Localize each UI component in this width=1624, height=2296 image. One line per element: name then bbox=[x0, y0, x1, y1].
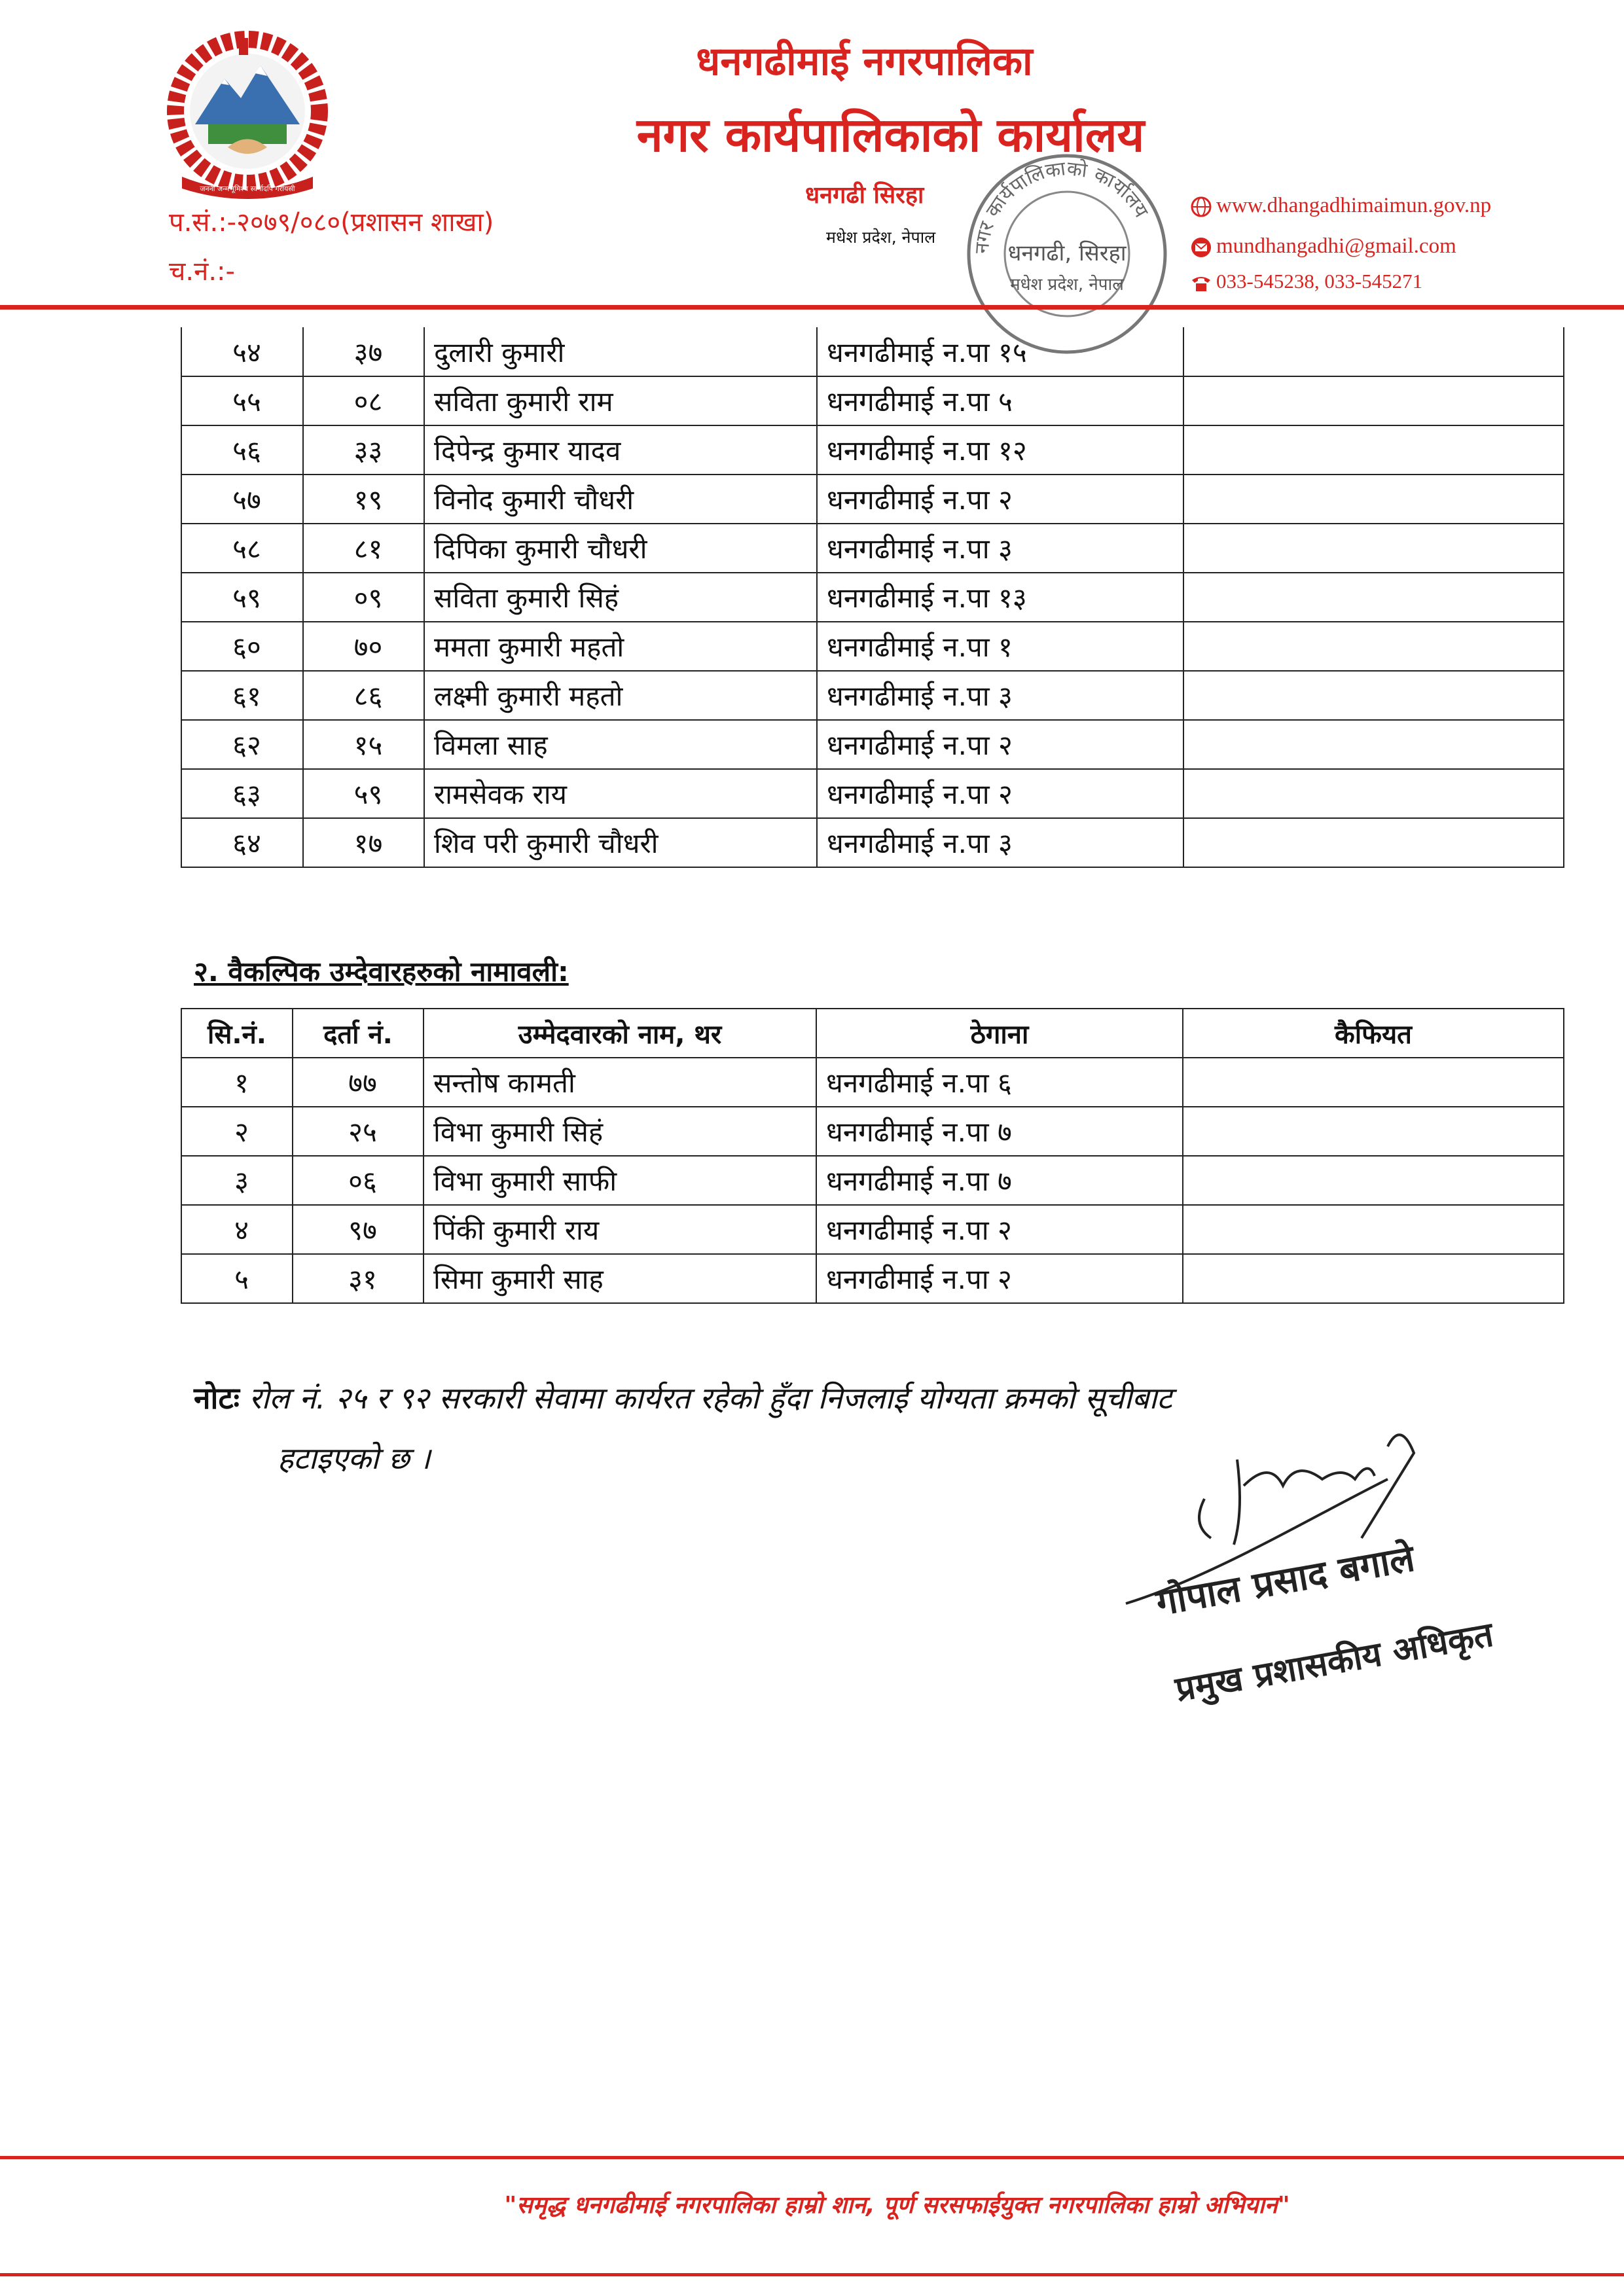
cell-reg: १७ bbox=[303, 818, 424, 867]
mail-icon bbox=[1190, 234, 1216, 258]
province-name: मधेश प्रदेश, नेपाल bbox=[826, 228, 936, 247]
cell-remarks bbox=[1183, 720, 1564, 769]
table-row bbox=[181, 720, 1564, 769]
footer-divider-top bbox=[0, 2156, 1624, 2159]
cell-address: धनगढीमाई न.पा ३ bbox=[817, 818, 1183, 867]
cell-sn: ५८ bbox=[181, 524, 303, 573]
cell-sn: ५९ bbox=[181, 573, 303, 622]
cell-address: धनगढीमाई न.पा ३ bbox=[817, 524, 1183, 573]
alternate-list-body bbox=[181, 1058, 1564, 1303]
cell-reg: २५ bbox=[293, 1107, 424, 1156]
cell-name: विनोद कुमारी चौधरी bbox=[424, 475, 817, 524]
cell-remarks bbox=[1183, 524, 1564, 573]
table-row bbox=[181, 769, 1564, 818]
cell-reg: ०९ bbox=[303, 573, 424, 622]
table-row bbox=[181, 1107, 1564, 1156]
cell-address: धनगढीमाई न.पा ७ bbox=[816, 1156, 1183, 1205]
reference-number: प.सं.:-२०७९/०८०(प्रशासन शाखा) bbox=[169, 207, 494, 238]
note-label: नोटः bbox=[194, 1380, 240, 1416]
cell-sn: ५ bbox=[181, 1254, 293, 1303]
cell-sn: ६१ bbox=[181, 671, 303, 720]
cell-name: सिमा कुमारी साह bbox=[424, 1254, 816, 1303]
table-row bbox=[181, 1205, 1564, 1254]
cell-remarks bbox=[1183, 573, 1564, 622]
cell-name: दिपिका कुमारी चौधरी bbox=[424, 524, 817, 573]
col-header-address: ठेगाना bbox=[816, 1009, 1183, 1058]
cell-reg: ७७ bbox=[293, 1058, 424, 1107]
cell-address: धनगढीमाई न.पा २ bbox=[816, 1205, 1183, 1254]
cell-reg: ३१ bbox=[293, 1254, 424, 1303]
cell-reg: ३७ bbox=[303, 327, 424, 376]
phone-line bbox=[1190, 270, 1422, 293]
cell-reg: ८६ bbox=[303, 671, 424, 720]
cell-remarks bbox=[1183, 425, 1564, 475]
cell-name: सन्तोष कामती bbox=[424, 1058, 816, 1107]
merit-list-table bbox=[181, 327, 1564, 868]
cell-reg: ८१ bbox=[303, 524, 424, 573]
cell-remarks bbox=[1183, 671, 1564, 720]
emblem-motto: जननी जन्मभूमिश्च स्वर्गादपि गरीयसी bbox=[200, 185, 295, 193]
cell-remarks bbox=[1183, 376, 1564, 425]
cell-reg: १५ bbox=[303, 720, 424, 769]
cell-name: रामसेवक राय bbox=[424, 769, 817, 818]
cell-remarks bbox=[1183, 1058, 1564, 1107]
cell-sn: ६४ bbox=[181, 818, 303, 867]
cell-reg: ५९ bbox=[303, 769, 424, 818]
stamp-ring-text: नगर कार्यपालिकाको कार्यालय bbox=[970, 157, 1153, 255]
col-header-sn: सि.नं. bbox=[181, 1009, 293, 1058]
alternate-list-heading: २. वैकल्पिक उम्देवारहरुको नामावली: bbox=[194, 956, 569, 988]
cell-remarks bbox=[1183, 769, 1564, 818]
cell-name: ममता कुमारी महतो bbox=[424, 622, 817, 671]
cell-address: धनगढीमाई न.पा १ bbox=[817, 622, 1183, 671]
alternate-list-table bbox=[181, 1008, 1564, 1304]
stamp-bottom-text: मधेश प्रदेश, नेपाल bbox=[1010, 275, 1124, 295]
cell-sn: ५७ bbox=[181, 475, 303, 524]
cell-remarks bbox=[1183, 818, 1564, 867]
cell-remarks bbox=[1183, 1254, 1564, 1303]
cell-name: विभा कुमारी साफी bbox=[424, 1156, 816, 1205]
cell-reg: ९७ bbox=[293, 1205, 424, 1254]
email-link[interactable]: mundhangadhi@gmail.com bbox=[1216, 234, 1456, 258]
cell-address: धनगढीमाई न.पा ३ bbox=[817, 671, 1183, 720]
phone-number: 033-545238, 033-545271 bbox=[1216, 270, 1423, 293]
cell-sn: ५६ bbox=[181, 425, 303, 475]
merit-list-body bbox=[181, 327, 1564, 867]
col-header-name: उम्मेदवारको नाम, थर bbox=[424, 1009, 816, 1058]
cell-sn: ६० bbox=[181, 622, 303, 671]
cell-address: धनगढीमाई न.पा २ bbox=[817, 720, 1183, 769]
cell-address: धनगढीमाई न.पा ६ bbox=[816, 1058, 1183, 1107]
signatory-name: गोपाल प्रसाद बगाले bbox=[1153, 1537, 1418, 1624]
website-line bbox=[1190, 194, 1491, 218]
cell-sn: २ bbox=[181, 1107, 293, 1156]
cell-address: धनगढीमाई न.पा ५ bbox=[817, 376, 1183, 425]
note-text-line2: हटाइएको छ । bbox=[278, 1441, 431, 1476]
table-row bbox=[181, 1156, 1564, 1205]
cell-reg: ३३ bbox=[303, 425, 424, 475]
cell-name: विभा कुमारी सिहं bbox=[424, 1107, 816, 1156]
cell-name: सविता कुमारी सिहं bbox=[424, 573, 817, 622]
cell-sn: ५४ bbox=[181, 327, 303, 376]
cell-name: पिंकी कुमारी राय bbox=[424, 1205, 816, 1254]
website-link[interactable]: www.dhangadhimaimun.gov.np bbox=[1216, 194, 1492, 217]
col-header-remarks: कैफियत bbox=[1183, 1009, 1564, 1058]
table-row bbox=[181, 327, 1564, 376]
table-row bbox=[181, 818, 1564, 867]
table-header-row bbox=[181, 1009, 1564, 1058]
cell-remarks bbox=[1183, 475, 1564, 524]
cell-name: शिव परी कुमारी चौधरी bbox=[424, 818, 817, 867]
note-text-line1: रोल नं. २५ र ९२ सरकारी सेवामा कार्यरत रहेको हुँदा निजलाई योग्यता क्रमको सूचीबाट bbox=[249, 1380, 1172, 1416]
header-divider bbox=[0, 305, 1624, 310]
office-name: नगर कार्यपालिकाको कार्यालय bbox=[636, 107, 1145, 162]
cell-address: धनगढीमाई न.पा १५ bbox=[817, 327, 1183, 376]
cell-sn: ३ bbox=[181, 1156, 293, 1205]
table-row bbox=[181, 376, 1564, 425]
table-row bbox=[181, 475, 1564, 524]
cell-address: धनगढीमाई न.पा ७ bbox=[816, 1107, 1183, 1156]
cell-address: धनगढीमाई न.पा २ bbox=[817, 475, 1183, 524]
cell-sn: ५५ bbox=[181, 376, 303, 425]
cell-reg: ०८ bbox=[303, 376, 424, 425]
cell-sn: १ bbox=[181, 1058, 293, 1107]
footer-divider-bottom bbox=[0, 2273, 1624, 2276]
table-row bbox=[181, 1254, 1564, 1303]
cell-sn: ६३ bbox=[181, 769, 303, 818]
cell-remarks bbox=[1183, 1156, 1564, 1205]
cell-remarks bbox=[1183, 1107, 1564, 1156]
cell-reg: ०६ bbox=[293, 1156, 424, 1205]
cell-name: दिपेन्द्र कुमार यादव bbox=[424, 425, 817, 475]
cell-address: धनगढीमाई न.पा १२ bbox=[817, 425, 1183, 475]
cell-name: विमला साह bbox=[424, 720, 817, 769]
col-header-reg: दर्ता नं. bbox=[293, 1009, 424, 1058]
cell-address: धनगढीमाई न.पा २ bbox=[816, 1254, 1183, 1303]
phone-icon bbox=[1190, 270, 1216, 293]
table-row bbox=[181, 622, 1564, 671]
cell-name: लक्ष्मी कुमारी महतो bbox=[424, 671, 817, 720]
footer-slogan: "समृद्ध धनगढीमाई नगरपालिका हाम्रो शान, पूर्ण सरसफाईयुक्त नगरपालिका हाम्रो अभियान" bbox=[504, 2192, 1290, 2219]
dispatch-number: च.नं.:- bbox=[169, 257, 235, 287]
signatory-title: प्रमुख प्रशासकीय अधिकृत bbox=[1172, 1615, 1496, 1710]
cell-address: धनगढीमाई न.पा १३ bbox=[817, 573, 1183, 622]
stamp-center-text: धनगढी, सिरहा bbox=[1007, 240, 1127, 266]
town-name: धनगढी सिरहा bbox=[805, 182, 924, 209]
cell-reg: ७० bbox=[303, 622, 424, 671]
cell-remarks bbox=[1183, 327, 1564, 376]
cell-sn: ४ bbox=[181, 1205, 293, 1254]
cell-sn: ६२ bbox=[181, 720, 303, 769]
cell-remarks bbox=[1183, 1205, 1564, 1254]
cell-remarks bbox=[1183, 622, 1564, 671]
table-row bbox=[181, 671, 1564, 720]
table-row bbox=[181, 573, 1564, 622]
cell-name: दुलारी कुमारी bbox=[424, 327, 817, 376]
globe-icon bbox=[1190, 194, 1216, 217]
cell-reg: १९ bbox=[303, 475, 424, 524]
email-line bbox=[1190, 234, 1456, 259]
table-row bbox=[181, 425, 1564, 475]
table-row bbox=[181, 524, 1564, 573]
municipality-name: धनगढीमाई नगरपालिका bbox=[696, 39, 1033, 84]
cell-address: धनगढीमाई न.पा २ bbox=[817, 769, 1183, 818]
cell-name: सविता कुमारी राम bbox=[424, 376, 817, 425]
table-row bbox=[181, 1058, 1564, 1107]
